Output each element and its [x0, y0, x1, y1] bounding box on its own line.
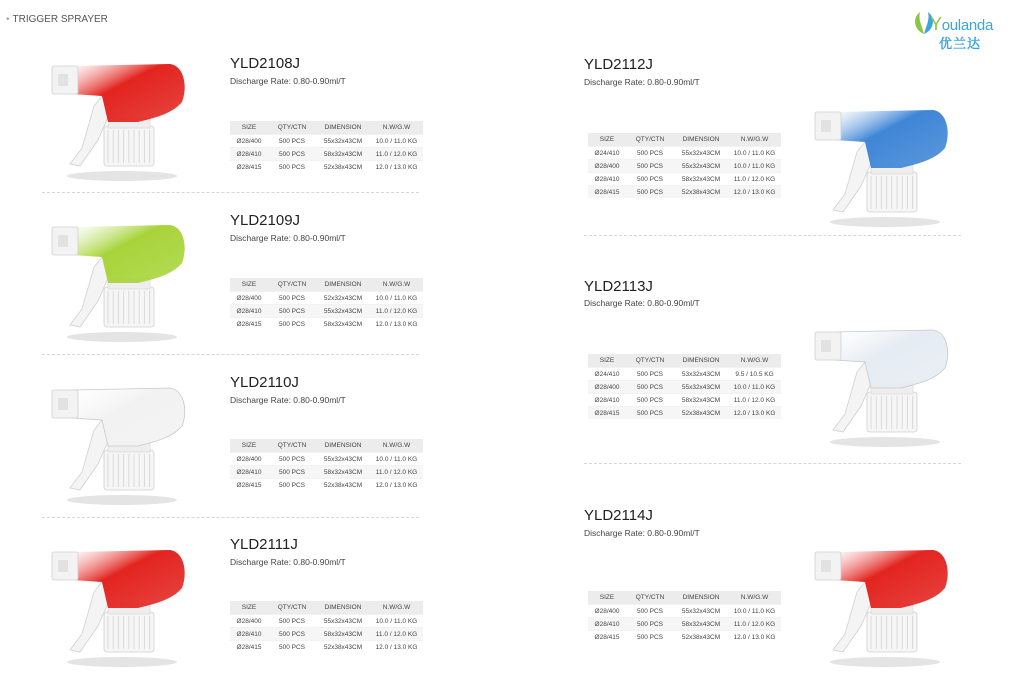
- table-row: [588, 173, 781, 186]
- table-row: [230, 466, 423, 479]
- table-header: QTY/CTN: [268, 601, 316, 615]
- trigger-sprayer-image: [42, 360, 192, 510]
- table-header: QTY/CTN: [268, 121, 316, 135]
- table-row: [230, 318, 423, 331]
- table-cell: Ø28/415: [588, 407, 626, 420]
- table-cell: Ø28/410: [230, 466, 268, 479]
- product-model: YLD2111J: [230, 536, 298, 553]
- table-row: [588, 368, 781, 381]
- product-image: [805, 82, 955, 237]
- table-cell: 52x38x43CM: [316, 641, 370, 654]
- trigger-sprayer-image: [805, 82, 955, 232]
- table-cell: 9.5 / 10.5 KG: [728, 368, 781, 381]
- table-cell: 500 PCS: [268, 466, 316, 479]
- table-cell: 58x32x43CM: [316, 466, 370, 479]
- product-image: [805, 302, 955, 457]
- table-cell: 500 PCS: [626, 631, 674, 644]
- table-header: DIMENSION: [316, 278, 370, 292]
- table-cell: Ø28/410: [588, 394, 626, 407]
- table-cell: Ø28/400: [230, 135, 268, 148]
- table-cell: 500 PCS: [268, 148, 316, 161]
- table-cell: 11.0 / 12.0 KG: [728, 394, 781, 407]
- table-cell: 11.0 / 12.0 KG: [370, 148, 423, 161]
- table-header: N.W/G.W: [370, 121, 423, 135]
- table-header: DIMENSION: [674, 133, 728, 147]
- table-cell: 500 PCS: [268, 305, 316, 318]
- table-cell: 11.0 / 12.0 KG: [370, 466, 423, 479]
- trigger-sprayer-image: [805, 302, 955, 452]
- table-cell: Ø28/400: [588, 381, 626, 394]
- table-cell: 500 PCS: [626, 394, 674, 407]
- table-cell: 11.0 / 12.0 KG: [728, 618, 781, 631]
- table-cell: 10.0 / 11.0 KG: [728, 381, 781, 394]
- table-header: DIMENSION: [316, 439, 370, 453]
- table-header: QTY/CTN: [268, 278, 316, 292]
- table-cell: 10.0 / 11.0 KG: [370, 135, 423, 148]
- discharge-rate: Discharge Rate: 0.80-0.90ml/T: [584, 298, 700, 308]
- table-row: [230, 305, 423, 318]
- table-header: N.W/G.W: [370, 278, 423, 292]
- table-cell: 11.0 / 12.0 KG: [728, 173, 781, 186]
- table-cell: Ø28/415: [230, 318, 268, 331]
- table-cell: 12.0 / 13.0 KG: [370, 318, 423, 331]
- table-header: SIZE: [588, 591, 626, 605]
- table-row: [230, 292, 423, 305]
- table-cell: 58x32x43CM: [674, 394, 728, 407]
- table-row: [230, 148, 423, 161]
- product-image: [805, 522, 955, 677]
- spec-table: [230, 601, 423, 653]
- table-cell: 500 PCS: [626, 618, 674, 631]
- table-cell: 500 PCS: [626, 381, 674, 394]
- discharge-rate: Discharge Rate: 0.80-0.90ml/T: [584, 528, 700, 538]
- table-cell: 500 PCS: [626, 160, 674, 173]
- table-cell: 55x32x43CM: [316, 135, 370, 148]
- discharge-rate: Discharge Rate: 0.80-0.90ml/T: [230, 395, 346, 405]
- table-cell: Ø28/400: [588, 160, 626, 173]
- table-cell: 500 PCS: [268, 135, 316, 148]
- table-cell: 10.0 / 11.0 KG: [728, 605, 781, 618]
- table-row: [588, 618, 781, 631]
- table-cell: Ø28/410: [230, 148, 268, 161]
- table-header: SIZE: [230, 121, 268, 135]
- trigger-sprayer-image: [42, 522, 192, 672]
- table-cell: Ø28/400: [230, 615, 268, 628]
- table-cell: 58x32x43CM: [316, 148, 370, 161]
- table-cell: Ø28/415: [588, 186, 626, 199]
- table-cell: 500 PCS: [268, 318, 316, 331]
- table-cell: 52x38x43CM: [316, 479, 370, 492]
- section-header: [6, 14, 108, 25]
- table-cell: 11.0 / 12.0 KG: [370, 628, 423, 641]
- table-cell: 500 PCS: [268, 453, 316, 466]
- table-cell: 12.0 / 13.0 KG: [370, 641, 423, 654]
- divider: [584, 463, 961, 464]
- table-row: [230, 161, 423, 174]
- product-image: [42, 522, 192, 677]
- table-row: [588, 605, 781, 618]
- table-cell: 500 PCS: [268, 615, 316, 628]
- table-cell: 52x38x43CM: [674, 631, 728, 644]
- table-cell: 52x38x43CM: [674, 407, 728, 420]
- section-title: TRIGGER SPRAYER: [12, 14, 108, 25]
- spec-table: [230, 121, 423, 173]
- trigger-sprayer-image: [805, 522, 955, 672]
- table-cell: Ø28/415: [588, 631, 626, 644]
- table-header: N.W/G.W: [728, 133, 781, 147]
- product-image: [42, 197, 192, 352]
- divider: [42, 192, 419, 193]
- table-row: [230, 615, 423, 628]
- product-model: YLD2113J: [584, 278, 653, 295]
- spec-table: [588, 354, 781, 419]
- table-cell: 12.0 / 13.0 KG: [370, 479, 423, 492]
- table-cell: 12.0 / 13.0 KG: [728, 631, 781, 644]
- table-row: [230, 479, 423, 492]
- divider: [42, 354, 419, 355]
- table-row: [588, 186, 781, 199]
- table-header: QTY/CTN: [626, 354, 674, 368]
- table-cell: 10.0 / 11.0 KG: [370, 453, 423, 466]
- divider: [42, 517, 419, 518]
- trigger-sprayer-image: [42, 197, 192, 347]
- table-row: [588, 160, 781, 173]
- table-row: [588, 147, 781, 160]
- trigger-sprayer-image: [42, 36, 192, 186]
- spec-table: [588, 133, 781, 198]
- table-cell: 10.0 / 11.0 KG: [728, 147, 781, 160]
- table-cell: Ø24/410: [588, 368, 626, 381]
- table-cell: 52x32x43CM: [316, 292, 370, 305]
- table-cell: 10.0 / 11.0 KG: [370, 615, 423, 628]
- table-cell: Ø28/410: [588, 618, 626, 631]
- table-header: DIMENSION: [674, 591, 728, 605]
- table-row: [230, 628, 423, 641]
- table-cell: 500 PCS: [626, 407, 674, 420]
- table-cell: 58x32x43CM: [674, 618, 728, 631]
- table-cell: 500 PCS: [626, 173, 674, 186]
- table-cell: 55x32x43CM: [316, 453, 370, 466]
- table-cell: 12.0 / 13.0 KG: [728, 186, 781, 199]
- table-cell: 58x32x43CM: [316, 318, 370, 331]
- table-row: [588, 381, 781, 394]
- table-cell: 500 PCS: [268, 628, 316, 641]
- table-header: DIMENSION: [316, 121, 370, 135]
- table-cell: 52x38x43CM: [316, 161, 370, 174]
- table-header: SIZE: [230, 601, 268, 615]
- product-model: YLD2108J: [230, 55, 301, 72]
- product-image: [42, 36, 192, 191]
- table-header: QTY/CTN: [268, 439, 316, 453]
- table-header: SIZE: [588, 133, 626, 147]
- product-model: YLD2110J: [230, 374, 299, 391]
- table-header: N.W/G.W: [370, 601, 423, 615]
- table-header: N.W/G.W: [728, 354, 781, 368]
- table-header: N.W/G.W: [728, 591, 781, 605]
- table-row: [588, 407, 781, 420]
- table-cell: Ø28/415: [230, 641, 268, 654]
- bullet-icon: •: [6, 14, 10, 25]
- table-header: SIZE: [588, 354, 626, 368]
- table-cell: 10.0 / 11.0 KG: [370, 292, 423, 305]
- table-header: SIZE: [230, 439, 268, 453]
- table-row: [588, 631, 781, 644]
- table-cell: Ø28/410: [230, 305, 268, 318]
- table-cell: Ø28/400: [588, 605, 626, 618]
- table-row: [588, 394, 781, 407]
- table-cell: 55x32x43CM: [316, 615, 370, 628]
- table-cell: 500 PCS: [268, 161, 316, 174]
- table-header: SIZE: [230, 278, 268, 292]
- product-image: [42, 360, 192, 515]
- table-cell: 55x32x43CM: [674, 160, 728, 173]
- table-cell: 53x32x43CM: [674, 368, 728, 381]
- table-header: DIMENSION: [316, 601, 370, 615]
- table-cell: 55x32x43CM: [674, 381, 728, 394]
- table-cell: 55x32x43CM: [316, 305, 370, 318]
- table-cell: Ø28/400: [230, 292, 268, 305]
- table-cell: 58x32x43CM: [316, 628, 370, 641]
- table-cell: Ø28/410: [230, 628, 268, 641]
- brand-name: Youlanda: [930, 14, 994, 34]
- table-cell: Ø28/400: [230, 453, 268, 466]
- table-cell: 55x32x43CM: [674, 147, 728, 160]
- table-row: [230, 641, 423, 654]
- table-cell: 55x32x43CM: [674, 605, 728, 618]
- table-row: [230, 135, 423, 148]
- table-cell: 500 PCS: [626, 186, 674, 199]
- table-cell: 500 PCS: [268, 479, 316, 492]
- table-cell: Ø28/415: [230, 479, 268, 492]
- table-cell: 52x38x43CM: [674, 186, 728, 199]
- table-cell: Ø28/415: [230, 161, 268, 174]
- table-cell: 12.0 / 13.0 KG: [370, 161, 423, 174]
- spec-table: [230, 439, 423, 491]
- table-cell: 58x32x43CM: [674, 173, 728, 186]
- table-cell: 500 PCS: [268, 641, 316, 654]
- table-header: QTY/CTN: [626, 133, 674, 147]
- discharge-rate: Discharge Rate: 0.80-0.90ml/T: [230, 76, 346, 86]
- spec-table: [588, 591, 781, 643]
- product-model: YLD2112J: [584, 56, 653, 73]
- table-cell: 11.0 / 12.0 KG: [370, 305, 423, 318]
- product-model: YLD2114J: [584, 507, 653, 524]
- table-header: DIMENSION: [674, 354, 728, 368]
- discharge-rate: Discharge Rate: 0.80-0.90ml/T: [584, 77, 700, 87]
- table-row: [230, 453, 423, 466]
- table-cell: Ø24/410: [588, 147, 626, 160]
- discharge-rate: Discharge Rate: 0.80-0.90ml/T: [230, 233, 346, 243]
- table-cell: Ø28/410: [588, 173, 626, 186]
- divider: [584, 235, 961, 236]
- discharge-rate: Discharge Rate: 0.80-0.90ml/T: [230, 557, 346, 567]
- table-header: QTY/CTN: [626, 591, 674, 605]
- table-cell: 500 PCS: [626, 605, 674, 618]
- table-header: N.W/G.W: [370, 439, 423, 453]
- product-model: YLD2109J: [230, 212, 301, 229]
- brand-chinese-name: 优兰达: [939, 36, 982, 51]
- table-cell: 500 PCS: [626, 368, 674, 381]
- table-cell: 10.0 / 11.0 KG: [728, 160, 781, 173]
- table-cell: 500 PCS: [626, 147, 674, 160]
- brand-logo: [912, 6, 1002, 50]
- spec-table: [230, 278, 423, 330]
- table-cell: 500 PCS: [268, 292, 316, 305]
- table-cell: 12.0 / 13.0 KG: [728, 407, 781, 420]
